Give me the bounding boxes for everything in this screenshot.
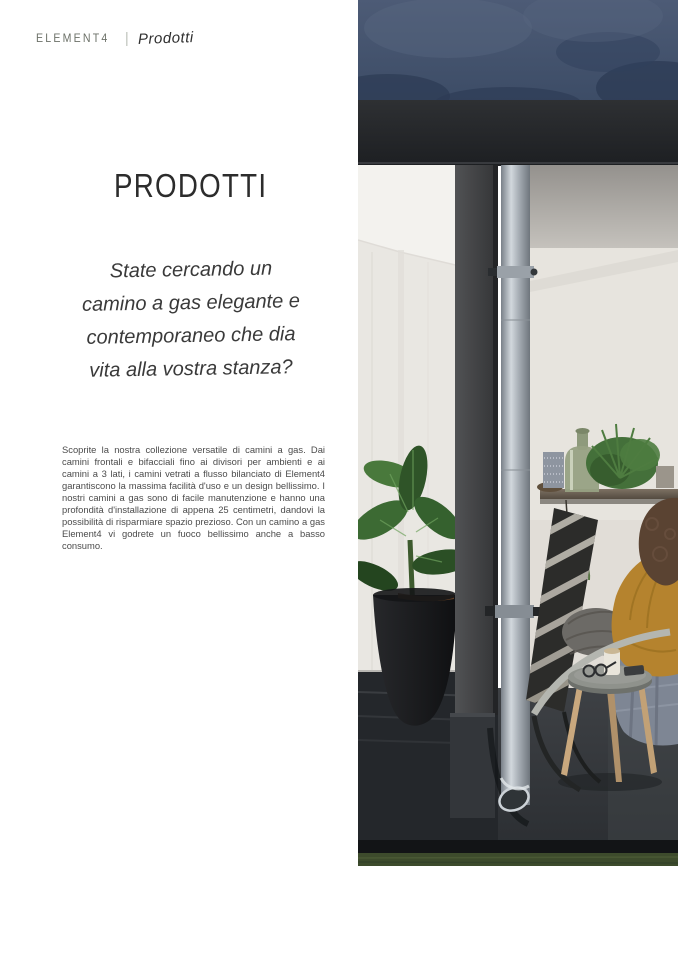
page-title: PRODOTTI (114, 167, 268, 204)
wall-shelf (540, 489, 678, 504)
brand-bar (36, 30, 194, 47)
quote-line: State cercando un (109, 257, 273, 283)
brand-logo: ELEMENT4 (36, 32, 110, 45)
quote-line: vita alla vostra stanza? (89, 356, 293, 382)
quote-line: camino a gas elegante e (81, 290, 301, 316)
quote-line: contemporaneo che dia (86, 323, 296, 349)
hero-photo (358, 0, 678, 866)
brand-divider: | (124, 30, 129, 47)
page-section-label: Prodotti (137, 29, 194, 48)
deck-edge (358, 840, 678, 854)
lawn (358, 853, 678, 866)
pergola-roof (358, 100, 678, 166)
body-paragraph: Scoprite la nostra collezione versatile di camini a gas. Dai camini frontali e bifacciali fino ai divisori per ambienti e ai camini a 3 lati, i camini vetrati a flusso bilanciato di Element4 garantiscono la massima facilità d'uso e un design bellissimo. I nostri camini a gas sono di facile manutenzione e hanno una profondità d'installazione di appena 25 centimetri, dandovi la possibilità di risparmiare spazio prezioso. Con un camino a gas Element4 vi godrete un fuoco bellissimo anche a basso consumo. (62, 444, 325, 551)
intro-quote (56, 254, 326, 386)
